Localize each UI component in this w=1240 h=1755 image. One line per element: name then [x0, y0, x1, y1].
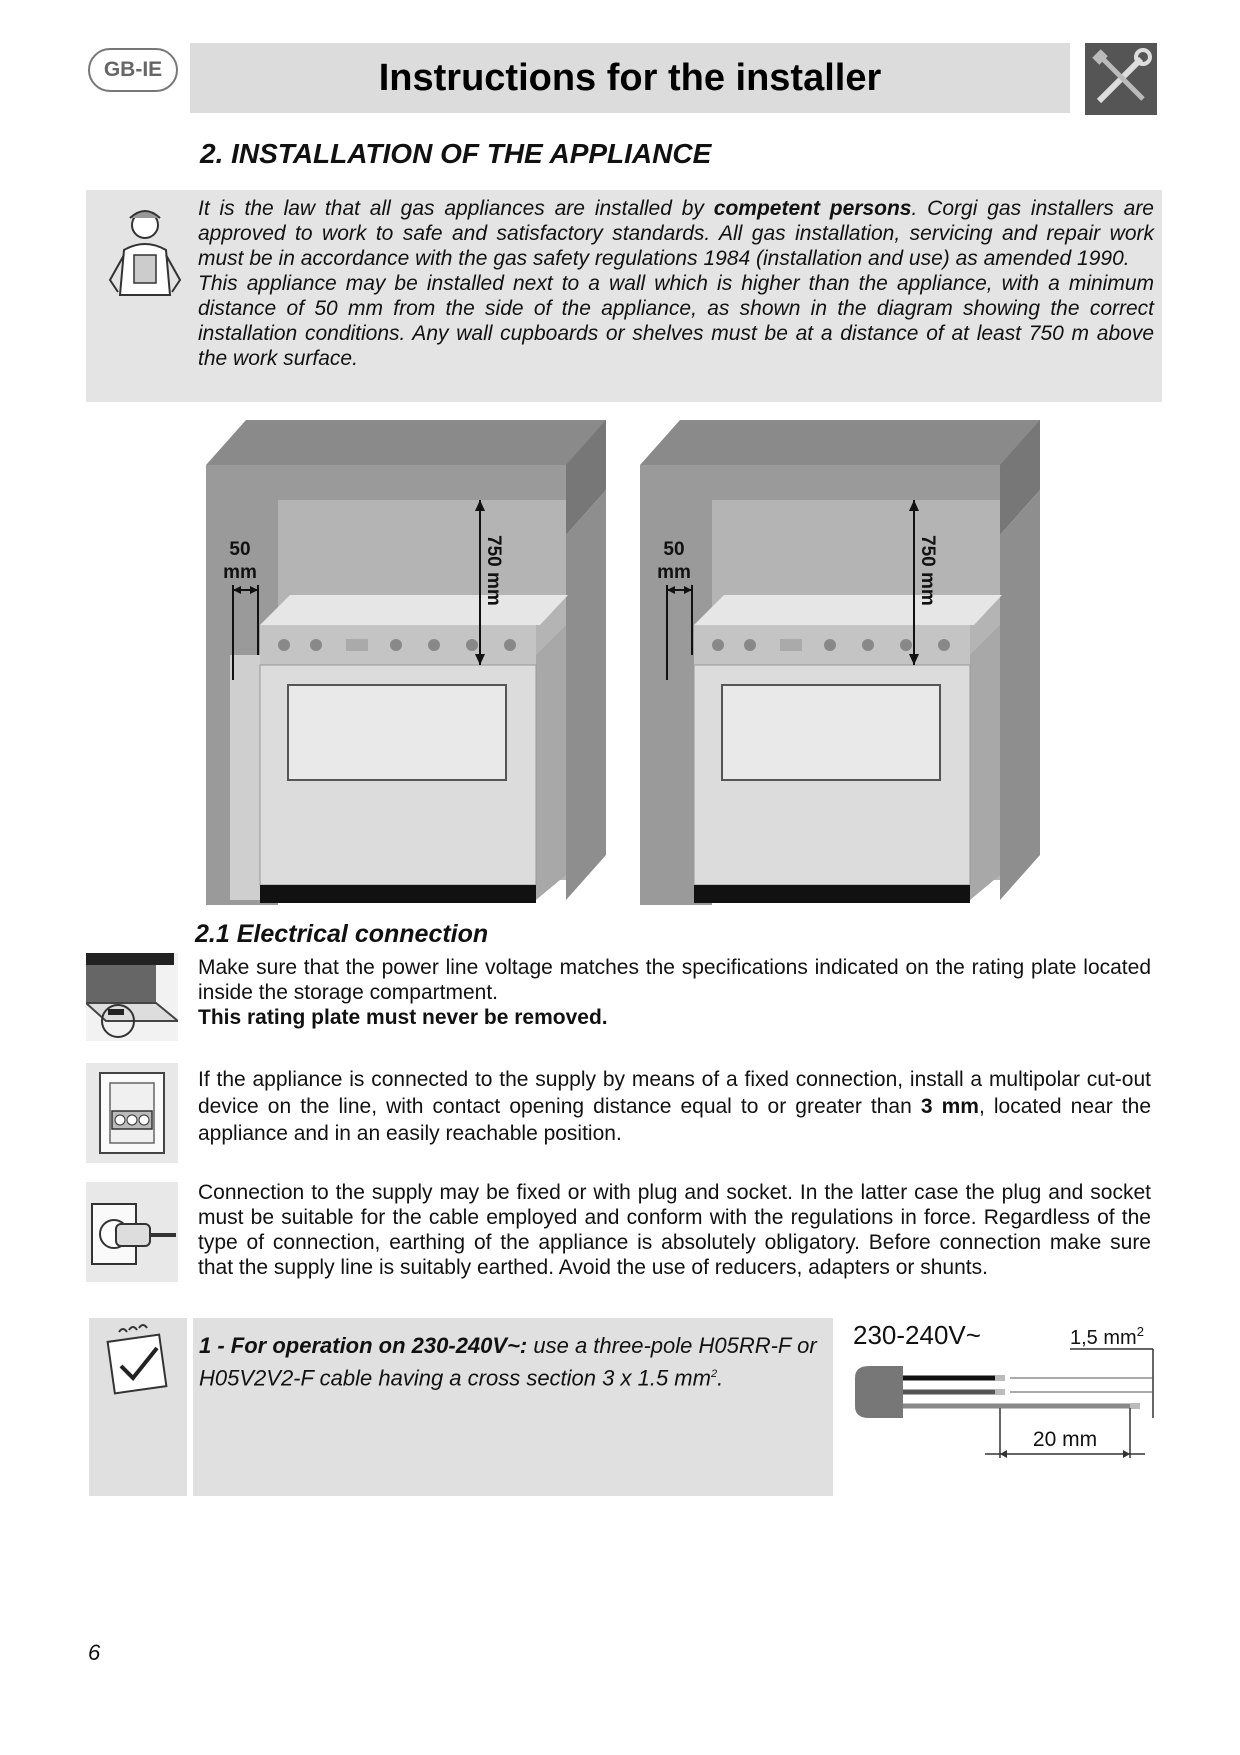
cable-strip-label: 20 mm: [1032, 1428, 1098, 1451]
note-icon-box: [89, 1318, 187, 1496]
rating-plate-icon: [86, 953, 178, 1041]
electrical-p1: Make sure that the power line voltage matches the specifications indicated on the rating plate located inside the storage compartment. This rating plate must never be removed.: [198, 956, 1151, 1029]
top-distance-label: 750 mm: [483, 535, 504, 606]
diagram-left: [206, 420, 606, 905]
header-bar: [190, 43, 1070, 113]
electrical-title: 2.1 Electrical connection: [195, 920, 489, 948]
cable-voltage-label: 230-240V~: [853, 1320, 981, 1350]
intro-text: It is the law that all gas appliances are installed by competent persons. Corgi gas installers are approved to work to safe and satisfactory standards. All gas installation, servicing and repair work must be in accordance with the gas safety regulations 1984 (installation and use) as amended 1990. This appliance may be installed next to a wall which is higher than the appliance, with a minimum distance of 50 mm from the side of the appliance, as shown in the diagram showing the correct installation conditions. Any wall cupboards or shelves must be at a distance of at least 750 m above the work surface.: [198, 197, 1154, 370]
note-text: 1 - For operation on 230-240V~: use a three-pole H05RR-F or H05V2V2-F cable having a cross section 3 x 1.5 $mm^2$.: [199, 1333, 817, 1391]
plug-socket-icon: [86, 1182, 178, 1282]
top-distance-label-right: 750 mm: [917, 535, 938, 606]
section-title: 2. INSTALLATION OF THE APPLIANCE: [200, 138, 712, 169]
side-distance-value-right: 50: [663, 539, 685, 560]
cable-diagram: [845, 1318, 1165, 1478]
electrical-p3: Connection to the supply may be fixed or with plug and socket. In the latter case the plug and socket must be suitable for the cable employed and conform with the regulations in force. Regardless of the type of connection, earthing of the appliance is absolutely obligatory. Before connection make sure that the supply line is suitably earthed. Avoid the use of reducers, adapters or shunts.: [198, 1181, 1151, 1279]
installation-diagram: [200, 415, 1060, 905]
installer-figure-icon: [100, 200, 190, 310]
side-distance-value: 50: [229, 539, 251, 560]
diagram-right: [640, 420, 1040, 905]
electrical-p2: If the appliance is connected to the supply by means of a fixed connection, install a multipolar cut-out device on the line, with contact opening distance equal to or greater than 3 mm, located near the appliance and in an easily reachable position.: [198, 1068, 1151, 1145]
wrench-screwdriver-icon: [1085, 43, 1157, 115]
side-distance-unit-right: mm: [657, 562, 691, 583]
page-title: Instructions for the installer: [378, 56, 882, 99]
side-distance-unit: mm: [223, 562, 257, 583]
cable-section-label: 1,5 $mm^2$: [1070, 1324, 1144, 1349]
cutout-switch-icon: [86, 1063, 178, 1163]
notepad-check-icon: [89, 1318, 187, 1408]
page-number: 6: [88, 1640, 101, 1665]
country-badge: GB-IE: [88, 48, 178, 92]
